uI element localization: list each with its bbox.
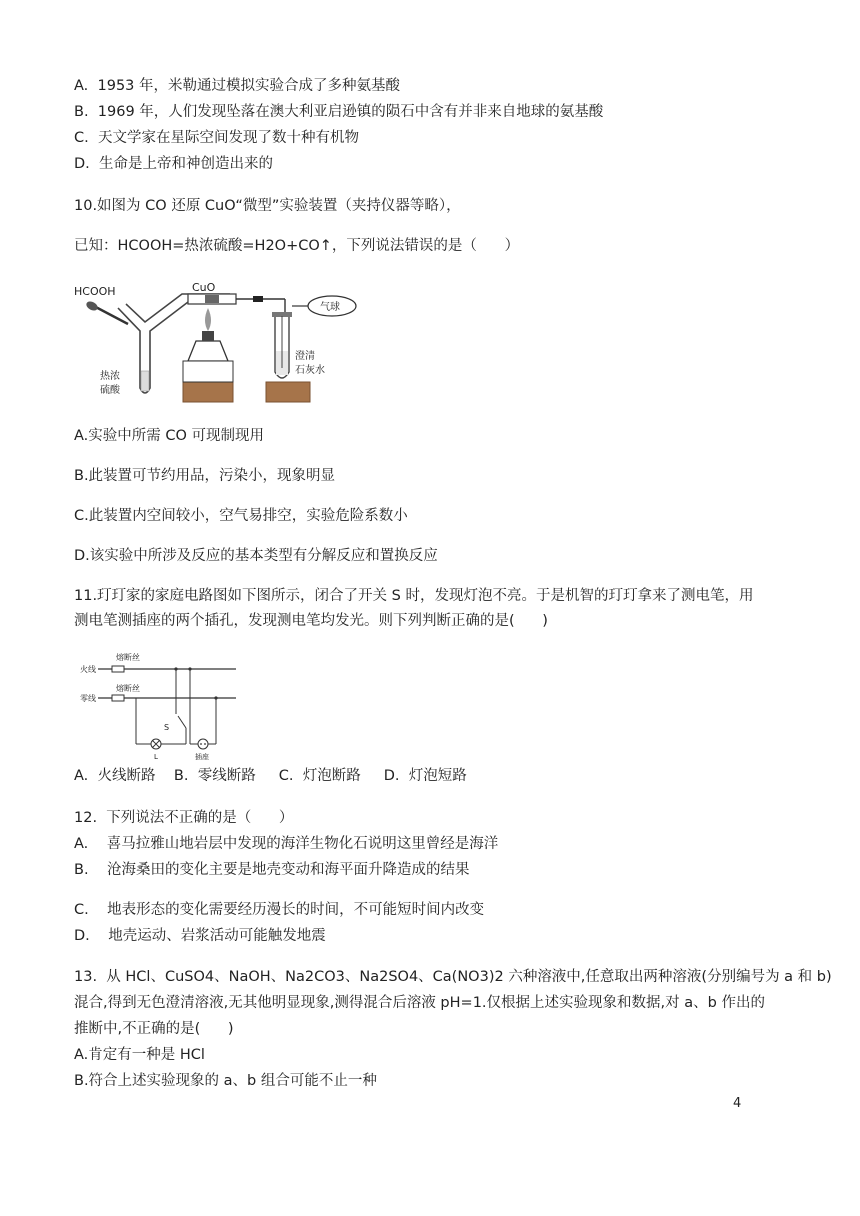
limewater-label-1: 澄清	[295, 351, 315, 362]
q10-option-a: A.实验中所需 CO 可现制现用	[74, 428, 265, 444]
neutral-wire-label: 零线	[80, 694, 96, 703]
q13-option-b: B.符合上述实验现象的 a、b 组合可能不止一种	[74, 1073, 377, 1089]
balloon-label: 气球	[320, 302, 340, 313]
q9-option-b: B. 1969 年，人们发现坠落在澳大利亚启逊镇的陨石中含有并非来自地球的氨基酸	[74, 104, 604, 120]
live-wire-label: 火线	[80, 665, 96, 674]
q12-option-b: B. 沧海桑田的变化主要是地壳变动和海平面升降造成的结果	[74, 862, 470, 878]
q11-options: A. 火线断路 B. 零线断路 C. 灯泡断路 D. 灯泡短路	[74, 768, 467, 784]
household-circuit-figure	[76, 648, 246, 762]
acid-label-2: 硫酸	[100, 385, 120, 396]
q12-option-c: C. 地表形态的变化需要经历漫长的时间，不可能短时间内改变	[74, 902, 485, 918]
limewater-label-2: 石灰水	[295, 365, 325, 376]
q11-stem-line1: 11.玎玎家的家庭电路图如下图所示，闭合了开关 S 时，发现灯泡不亮。于是机智的玎玎拿来了测电笔，用	[74, 588, 754, 604]
socket-label: 插座	[195, 753, 209, 761]
lamp-label: L	[154, 753, 158, 761]
q9-option-c: C. 天文学家在星际空间发现了数十种有机物	[74, 130, 359, 146]
q11-stem-line2: 测电笔测插座的两个插孔，发现测电笔均发光。则下列判断正确的是( )	[74, 613, 548, 629]
q12-option-a: A. 喜马拉雅山地岩层中发现的海洋生物化石说明这里曾经是海洋	[74, 836, 499, 852]
fuse-label-1: 熔断丝	[116, 653, 140, 662]
q10-option-b: B.此装置可节约用品，污染小，现象明显	[74, 468, 336, 484]
q9-option-d: D. 生命是上帝和神创造出来的	[74, 156, 273, 172]
q13-option-a: A.肯定有一种是 HCl	[74, 1047, 205, 1063]
q13-stem-line2: 混合,得到无色澄清溶液,无其他明显现象,测得混合后溶液 pH=1.仅根据上述实验现象和数据,对 a、b 作出的	[74, 995, 765, 1011]
q10-stem-line2: 已知：HCOOH=热浓硫酸=H2O+CO↑，下列说法错误的是（ ）	[74, 238, 520, 254]
co-reduction-apparatus-figure	[70, 276, 370, 406]
q13-stem-line3: 推断中,不正确的是( )	[74, 1021, 234, 1037]
page-number: 4	[733, 1096, 742, 1111]
acid-label-1: 热浓	[100, 371, 120, 382]
q10-option-d: D.该实验中所涉及反应的基本类型有分解反应和置换反应	[74, 548, 438, 564]
switch-label: S	[164, 723, 170, 732]
q10-option-c: C.此装置内空间较小，空气易排空，实验危险系数小	[74, 508, 408, 524]
fuse-label-2: 熔断丝	[116, 684, 140, 693]
q9-option-a: A. 1953 年，米勒通过模拟实验合成了多种氨基酸	[74, 78, 401, 94]
cuo-label: CuO	[192, 281, 216, 294]
hcooh-label: HCOOH	[74, 285, 116, 298]
q12-option-d: D. 地壳运动、岩浆活动可能触发地震	[74, 928, 326, 944]
q10-stem-line1: 10.如图为 CO 还原 CuO“微型”实验装置（夹持仪器等略），	[74, 198, 461, 214]
q13-stem-line1: 13. 从 HCl、CuSO4、NaOH、Na2CO3、Na2SO4、Ca(NO3)2 六种溶液中,任意取出两种溶液(分别编号为 a 和 b)	[74, 969, 832, 985]
q12-stem: 12. 下列说法不正确的是（ ）	[74, 810, 294, 826]
